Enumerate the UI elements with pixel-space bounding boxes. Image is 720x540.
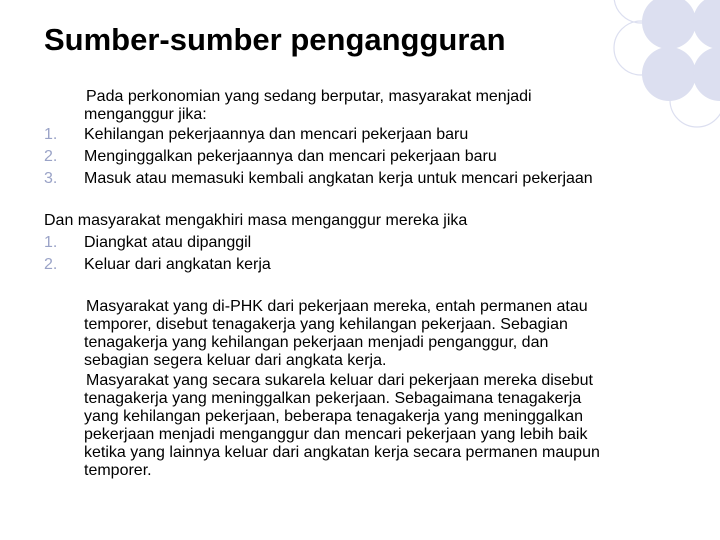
list-item: Diangkat atau dipanggil <box>84 234 252 251</box>
paragraph-1-line: temporer, disebut tenagakerja yang kehilangan pekerjaan. Sebagian <box>84 316 568 333</box>
intro-lead-line1: Pada perkonomian yang sedang berputar, masyarakat menjadi <box>86 88 532 105</box>
decor-circle <box>693 0 720 49</box>
list-item: Keluar dari angkatan kerja <box>84 256 271 273</box>
decor-circle <box>670 0 720 23</box>
intro-lead-line2: menganggur jika: <box>84 106 207 123</box>
paragraph-1-line: Masyarakat yang di-PHK dari pekerjaan mereka, entah permanen atau <box>86 298 588 315</box>
list-number: 2. <box>44 148 58 165</box>
list-number: 2. <box>44 256 58 273</box>
paragraph-1-line: tenagakerja yang kehilangan pekerjaan menjadi penganggur, dan <box>84 334 549 351</box>
list-number: 1. <box>44 126 58 143</box>
paragraph-1-line: sebagian segera keluar dari angkata kerja. <box>84 352 387 369</box>
decor-circle <box>614 21 668 75</box>
list-item: Kehilangan pekerjaannya dan mencari pekerjaan baru <box>84 126 469 143</box>
paragraph-2-line: yang kehilangan pekerjaan, beberapa tenagakerja yang meninggalkan <box>84 408 584 425</box>
paragraph-2-line: ketika yang lainnya keluar dari angkatan kerja secara permanen maupun <box>84 444 600 461</box>
decor-circle <box>614 0 668 23</box>
decor-circle <box>670 21 720 75</box>
decor-circle <box>642 0 696 49</box>
paragraph-2-line: temporer. <box>84 462 152 479</box>
list-item: Menginggalkan pekerjaannya dan mencari pekerjaan baru <box>84 148 497 165</box>
paragraph-2-line: pekerjaan menjadi menganggur dan mencari pekerjaan yang lebih baik <box>84 426 588 443</box>
slide-title: Sumber-sumber pengangguran <box>44 22 506 57</box>
list-number: 1. <box>44 234 58 251</box>
paragraph-2-line: tenagakerja yang meninggalkan pekerjaan. Sebagaimana tenagakerja <box>84 390 582 407</box>
decor-circle <box>693 47 720 101</box>
list-number: 3. <box>44 170 58 187</box>
list-item: Masuk atau memasuki kembali angkatan kerja untuk mencari pekerjaan <box>84 170 593 187</box>
paragraph-2-line: Masyarakat yang secara sukarela keluar dari pekerjaan mereka disebut <box>86 372 593 389</box>
second-lead: Dan masyarakat mengakhiri masa menganggur mereka jika <box>44 212 468 229</box>
